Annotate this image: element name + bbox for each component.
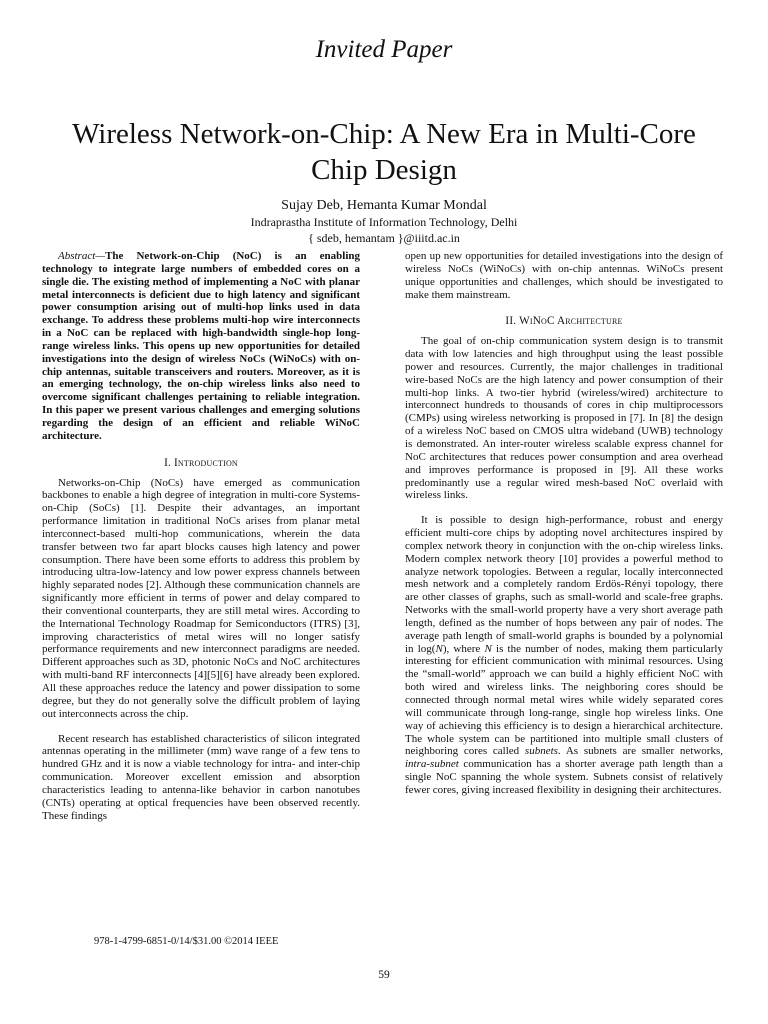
intro-paragraph-1: Networks-on-Chip (NoCs) have emerged as communication backbones to enable a high degree of integration in multi-core Systems-on-Chip (SoCs) [1]. Despite their advantages, an important performance limitation in traditional NoCs arises from planar metal interconnect-based multi-hop communications, wherein the data transfer between two far apart blocks causes high latency and power consumption. There have been some efforts to address this problem by introducing ultra-low-latency and low power express channels between highly separated nodes [2]. Although these communication channels are significantly more efficient in terms of power and delay compared to their conventional counterparts, they are still metal wires. According to the International Technology Roadmap for Semiconductors (ITRS) [3], improving characteristics of metal wires will no longer satisfy performance requirements and new interconnect paradigms are needed. Different approaches such as 3D, photonic NoCs and NoC architectures with multi-band RF interconnects [4][5][6] have already been explored. All these approaches reduce the latency and power dissipation to some degree, but they do not generally solve the difficult problem of laying out interconnects across the chip. <box>42 476 360 720</box>
abstract <box>42 250 360 443</box>
left-column <box>42 250 360 822</box>
section-heading-winoc-architecture: II. WiNoC Architecture <box>505 315 623 328</box>
continued-paragraph: open up new opportunities for detailed investigations into the design of wireless NoCs (WiNoCs) with on-chip antennas. WiNoCs present unique opportunities and challenges, which should be investigated to make them mainstream. <box>405 250 723 301</box>
right-column <box>405 250 723 797</box>
winoc-paragraph-1: The goal of on-chip communication system design is to transmit data with low latencies and high throughput using the least possible power and resources. Currently, the major challenges in traditional wire-based NoCs are the high latency and power consumption of their multi-hop links. A two-tier hybrid (wireless/wired) architecture to interconnect hundreds to thousands of cores in chip multiprocessors (CMPs) using wireless networking is proposed in [7]. In [8] the design of a wireless NoC based on CMOS ultra wideband (UWB) technology is demonstrated. An inter-router wireless scalable express channel for NoC architectures that reduces power consumption and area overhead and improves performance is proposed in [9]. All these works predominantly use a regular wired mesh-based NoC overlaid with wireless links. <box>405 335 723 502</box>
author-email: { sdeb, hemantam }@iiitd.ac.in <box>308 231 460 245</box>
section-heading-introduction: I. Introduction <box>164 456 238 469</box>
authors: Sujay Deb, Hemanta Kumar Mondal <box>281 198 487 213</box>
abstract-text: The Network-on-Chip (NoC) is an enabling technology to integrate large numbers of embedded cores on a single die. The existing method of implementing a NoC with planar metal interconnects is deficient due to high latency and significant power consumption arising out of multi-hop links used in data exchange. To address these problems multi-hop wire interconnects in a NoC can be replaced with high-bandwidth single-hop long-range wireless links. This opens up new opportunities for detailed investigations into the design of wireless NoCs (WiNoCs) with on-chip antennas, suitable transceivers and routers. Moreover, as it is an emerging technology, the on-chip wireless links also need to overcome significant challenges pertaining to reliable integration. In this paper we present various challenges and emerging solutions regarding the design of an efficient and reliable WiNoC architecture. <box>42 250 360 442</box>
page-number: 59 <box>378 969 390 981</box>
abstract-lead: Abstract— <box>58 250 106 262</box>
paper-title: Wireless Network-on-Chip: A New Era in Multi-Core Chip Design <box>72 118 696 186</box>
intro-paragraph-2: Recent research has established characteristics of silicon integrated antennas operating in the millimeter (mm) wave range of a few tens to hundred GHz and it is now a viable technology for intra- and inter-chip communication. Moreover excellent emission and absorption characteristics leading to antenna-like behavior in carbon nanotubes (CNTs) operating at optical frequencies have been observed recently. These findings <box>42 732 360 822</box>
winoc-paragraph-2: It is possible to design high-performance, robust and energy efficient multi-core chips by adopting novel architectures inspired by complex network theory in conjunction with the on-chip wireless links. Modern complex network theory [10] provides a powerful method to analyze network topologies. Between a regular, locally interconnected mesh network and a completely random Erdös-Rényi topology, there are other classes of graphs, such as small-world and scale-free graphs. Networks with the small-world property have a very short average path length, defined as the number of hops between any pair of nodes. The average path length of small-world graphs is bounded by a polynomial in log(N), where N is the number of nodes, making them particularly interesting for efficient communication with minimal resources. Using the “small-world” approach we can build a highly efficient NoC with both wired and wireless links. The neighboring cores should be connected through normal metal wires while widely separated cores will communicate through long-range, single hop wireless links. One way of achieving this efficiency is to design a hierarchical architecture. The whole system can be partitioned into multiple small clusters of neighboring cores called subnets. As subnets are smaller networks, intra-subnet communication has a shorter average path length than a single NoC spanning the whole system. Subnets consist of relatively fewer cores, giving increased flexibility in designing their architectures. <box>405 514 723 796</box>
affiliation: Indraprastha Institute of Information Technology, Delhi <box>250 215 518 229</box>
ieee-footer: 978-1-4799-6851-0/14/$31.00 ©2014 IEEE <box>94 936 279 947</box>
invited-paper-banner: Invited Paper <box>315 36 453 63</box>
